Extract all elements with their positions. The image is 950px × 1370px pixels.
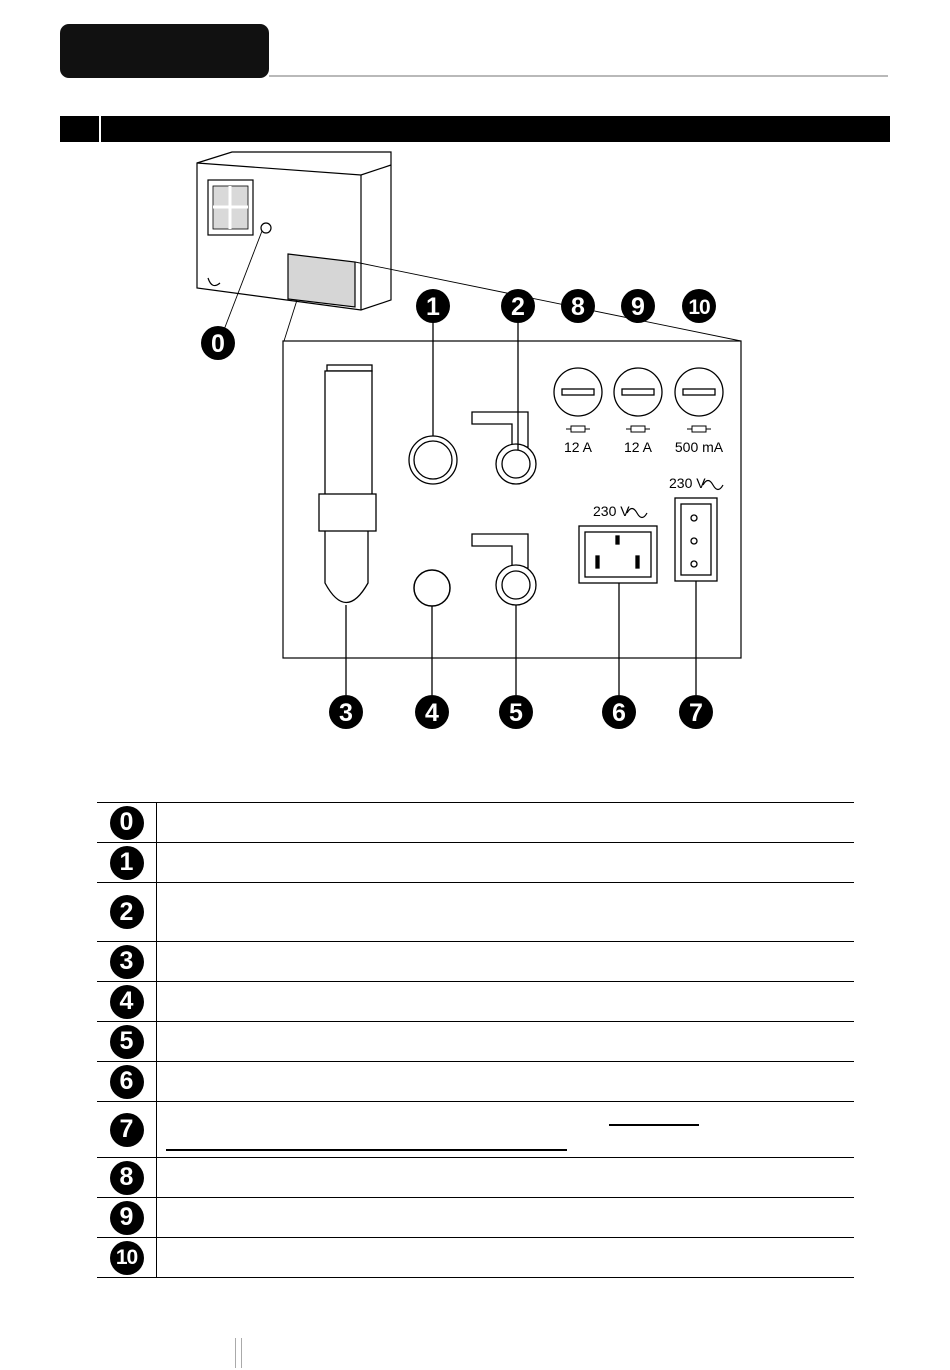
legend-text-3 [157,942,855,982]
legend-underline-short [609,1124,699,1126]
legend-text-4 [157,982,855,1022]
callout-7 [679,695,713,729]
legend-underline-long [166,1149,567,1151]
svg-text:2: 2 [511,293,525,321]
svg-text:1: 1 [426,293,440,321]
svg-text:5: 5 [509,699,523,727]
legend-row-3 [97,942,854,982]
callout-0 [201,326,235,360]
callout-2 [501,289,535,323]
callout-8 [561,289,595,323]
legend-badge-6: 6 [110,1065,144,1099]
legend-badge-4: 4 [110,985,144,1019]
legend-row-9 [97,1198,854,1238]
legend-badge-9: 9 [110,1201,144,1235]
callout-1 [416,289,450,323]
legend-text-5 [157,1022,855,1062]
fuse-holders [554,368,723,416]
legend-row-6 [97,1062,854,1102]
svg-text:7: 7 [689,699,703,727]
legend-row-0 [97,803,854,843]
legend-text-1 [157,843,855,883]
callout-6 [602,695,636,729]
legend-badge-0: 0 [110,806,144,840]
callout-10 [682,289,716,323]
svg-text:9: 9 [631,293,645,321]
inlet-voltage-label: 230 V [593,503,630,519]
legend-row-7 [97,1102,854,1158]
legend-badge-2: 2 [110,895,144,929]
component-3-tube [319,365,376,603]
legend-badge-3: 3 [110,945,144,979]
device-illustration [197,152,391,310]
footer-mark [235,1338,242,1368]
component-7-power-outlet [675,498,717,581]
outlet-voltage-label: 230 V [669,475,706,491]
callout-4 [415,695,449,729]
legend-row-10 [97,1238,854,1278]
legend-row-4 [97,982,854,1022]
legend-text-9 [157,1198,855,1238]
legend-row-8 [97,1158,854,1198]
legend-text-10 [157,1238,855,1278]
fuse-9-rating: 12 A [623,439,653,455]
callout-5 [499,695,533,729]
legend-row-5 [97,1022,854,1062]
svg-text:0: 0 [211,330,225,358]
component-6-power-inlet [579,526,657,583]
legend-badge-10: 10 [110,1241,144,1275]
legend-badge-1: 1 [110,846,144,880]
svg-text:4: 4 [425,699,439,727]
legend-text-2 [157,883,855,942]
fuse-8-rating: 12 A [563,439,593,455]
legend-badge-5: 5 [110,1025,144,1059]
legend-text-6 [157,1062,855,1102]
legend-badge-8: 8 [110,1161,144,1195]
callout-9 [621,289,655,323]
legend-row-1 [97,843,854,883]
legend-table [97,802,854,1278]
legend-text-0 [157,803,855,843]
legend-badge-7: 7 [110,1113,144,1147]
svg-text:10: 10 [688,296,710,319]
legend-text-7 [157,1102,855,1158]
legend-row-2 [97,883,854,942]
callout-3 [329,695,363,729]
svg-text:6: 6 [612,699,626,727]
fuse-10-rating: 500 mA [674,439,724,455]
svg-text:8: 8 [571,293,585,321]
legend-text-8 [157,1158,855,1198]
svg-text:3: 3 [339,699,353,727]
component-1-socket [409,436,457,484]
component-4-socket [414,570,450,606]
